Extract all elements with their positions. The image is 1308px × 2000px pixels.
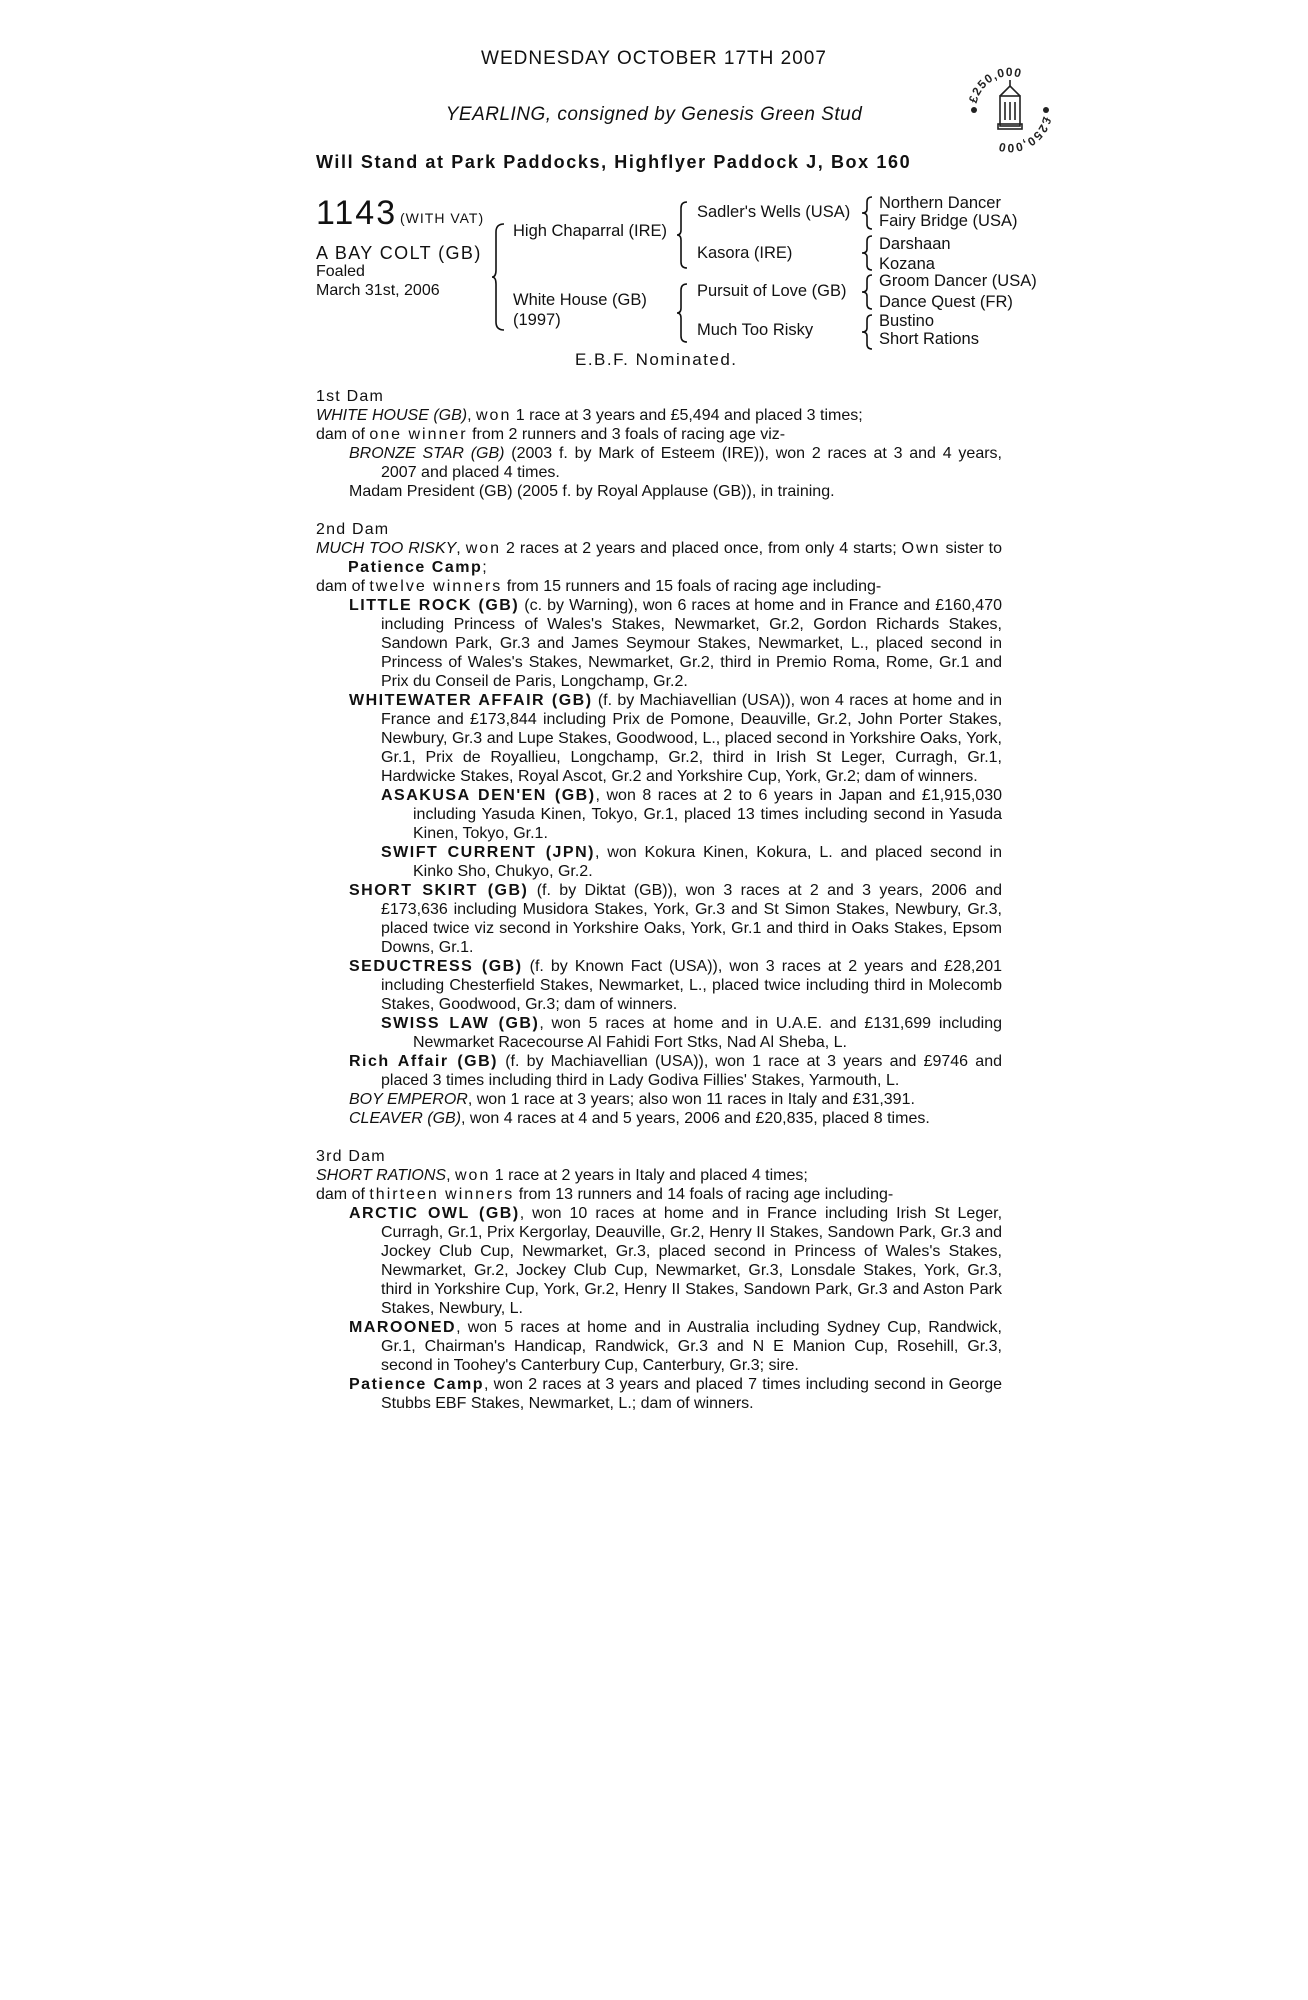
pedigree-brace-dam [677, 282, 689, 344]
pedigree-dam-year: (1997) [513, 311, 561, 329]
pedigree-g3-1: Northern Dancer [879, 194, 1001, 212]
first-dam-name: WHITE HOUSE (GB) [316, 407, 468, 424]
progeny-name: ARCTIC OWL (GB) [349, 1205, 520, 1222]
third-dam-record-text: 1 race at 2 years in Italy and placed 4 times; [490, 1167, 808, 1184]
progeny-text: , won 8 races at 2 to 6 years in Japan and £1,915,030 including Yasuda Kinen, Tokyo, Gr.1, placed 13 times including second in Yasuda Kinen, Tokyo, Gr.1. [413, 787, 1002, 842]
progeny-text: (2003 f. by Mark of Esteem (IRE)), won 2 races at 3 and 4 years, 2007 and placed 4 times. [381, 445, 1002, 481]
price-stamp-icon [966, 66, 1054, 154]
second-dam-produce-winners: twelve winners [369, 578, 503, 595]
pedigree-g3-8: Short Rations [879, 330, 979, 348]
first-dam-section [316, 387, 1002, 501]
progeny-entry [316, 1204, 1002, 1318]
progeny-text: , won 1 race at 3 years; also won 11 races in Italy and £31,391. [467, 1091, 915, 1108]
first-dam-title: 1st Dam [316, 388, 384, 405]
progeny-entry [316, 1014, 1002, 1052]
first-dam-produce-a: dam of [316, 426, 370, 443]
first-dam-sep: , [467, 407, 476, 424]
progeny-text: , won 5 races at home and in Australia including Sydney Cup, Randwick, Gr.1, Chairman's Handicap, Randwick, Gr.3 and N E Manion Cup, Rosehill, Gr.3, second in Toohey's Canterbury Cup, Canterbury, Gr.3; sire. [381, 1319, 1002, 1374]
pedigree-g3-6: Dance Quest (FR) [879, 293, 1013, 311]
third-dam-progeny-list [316, 1204, 1002, 1413]
second-dam-progeny-list [316, 596, 1002, 1128]
third-dam-title: 3rd Dam [316, 1148, 386, 1165]
progeny-entry [316, 957, 1002, 1014]
first-dam-progeny-1 [316, 444, 1002, 482]
progeny-text: Madam President (GB) (2005 f. by Royal Applause (GB)), in training. [349, 483, 835, 500]
svg-text:£250,000 [997, 116, 1054, 154]
lot-number: 1143 [316, 194, 398, 232]
pedigree-sire-dam: Kasora (IRE) [697, 244, 793, 262]
progeny-entry [316, 881, 1002, 957]
stamp-text-bottom: £250,000 [996, 115, 1054, 154]
stamp-text-top: £250,000 [966, 66, 1024, 105]
third-dam-record [316, 1166, 1002, 1185]
third-dam-produce-summary [316, 1185, 1002, 1204]
pedigree-dam: White House (GB) [513, 291, 647, 309]
second-dam-title: 2nd Dam [316, 521, 390, 538]
progeny-entry [316, 1052, 1002, 1090]
first-dam-progeny-2 [316, 482, 1002, 501]
third-dam-produce-winners: thirteen winners [369, 1186, 515, 1203]
progeny-entry [316, 786, 1002, 843]
pedigree-g3-3: Darshaan [879, 235, 951, 253]
progeny-name: SWISS LAW (GB) [381, 1015, 540, 1032]
progeny-text: (f. by Machiavellian (USA)), won 1 race at 3 years and £9746 and placed 3 times including third in Lady Godiva Fillies' Stakes, Yarmouth, L. [381, 1053, 1003, 1089]
progeny-name: LITTLE ROCK (GB) [349, 597, 520, 614]
pedigree-brace-g4 [862, 314, 874, 350]
second-dam-won: won [465, 540, 502, 557]
second-dam-end: ; [482, 559, 487, 576]
pedigree-sire: High Chaparral (IRE) [513, 222, 668, 240]
progeny-text: , won 5 races at home and in U.A.E. and £131,699 including Newmarket Racecourse Al Fahidi Fort Stks, Nad Al Sheba, L. [413, 1015, 1003, 1051]
progeny-text: , won 2 races at 3 years and placed 7 times including second in George Stubbs EBF Stakes, Newmarket, L.; dam of winners. [381, 1376, 1002, 1412]
first-dam-won: won [476, 407, 512, 424]
vat-note: (WITH VAT) [400, 210, 485, 226]
progeny-text: (f. by Machiavellian (USA)), won 4 races at home and in France and £173,844 including Prix de Pomone, Deauville, Gr.2, John Porter Stakes, Newbury, Gr.3 and Lupe Stakes, Goodwood, L., placed second in Yorkshire Oaks, York, Gr.1, Prix de Royallieu, Longchamp, Gr.2, third in Irish St Leger, Curragh, Gr.1, Hardwicke Stakes, Royal Ascot, Gr.2 and Yorkshire Cup, York, Gr.2; dam of winners. [381, 692, 1002, 785]
progeny-name: WHITEWATER AFFAIR (GB) [349, 692, 593, 709]
first-dam-produce-c: from 2 runners and 3 foals of racing age viz- [467, 426, 786, 443]
second-dam-record [316, 539, 1002, 577]
pedigree-g3-4: Kozana [879, 255, 935, 273]
progeny-entry [316, 1109, 1002, 1128]
third-dam-name: SHORT RATIONS [316, 1167, 447, 1184]
pedigree-brace-g3 [862, 274, 874, 310]
first-dam-record-text: 1 race at 3 years and £5,494 and placed 3 times; [511, 407, 863, 424]
foaled-label: Foaled [316, 263, 365, 280]
second-dam-sibling: Patience Camp [348, 559, 483, 576]
second-dam-sep: , [456, 540, 466, 557]
pedigree-brace-g2 [862, 235, 874, 271]
progeny-name: MAROONED [349, 1319, 457, 1336]
second-dam-sister-to: sister to [940, 540, 1003, 557]
third-dam-produce-c: from 13 runners and 14 foals of racing age including- [514, 1186, 894, 1203]
second-dam-produce-a: dam of [316, 578, 370, 595]
third-dam-sep: , [446, 1167, 455, 1184]
second-dam-own: Own [901, 540, 941, 557]
progeny-text: (f. by Known Fact (USA)), won 3 races at 2 years and £28,201 including Chesterfield Stakes, Newmarket, L., placed twice including third in Molecomb Stakes, Goodwood, Gr.3; dam of winners. [381, 958, 1003, 1013]
second-dam-record-text: 2 races at 2 years and placed once, from only 4 starts; [501, 540, 902, 557]
progeny-name: ASAKUSA DEN'EN (GB) [381, 787, 596, 804]
catalogue-body [316, 387, 1002, 1432]
progeny-entry [316, 843, 1002, 881]
first-dam-produce-summary [316, 425, 1002, 444]
second-dam-name: MUCH TOO RISKY [316, 540, 457, 557]
progeny-entry [316, 691, 1002, 786]
progeny-name: CLEAVER (GB) [349, 1110, 462, 1127]
progeny-text: (f. by Diktat (GB)), won 3 races at 2 and 3 years, 2006 and £173,636 including Musidora Stakes, York, Gr.3 and St Simon Stakes, Newbury, Gr.3, placed twice viz second in Yorkshire Oaks, York, Gr.1 and third in Oaks Stakes, Epsom Downs, Gr.1. [381, 882, 1002, 956]
stabling-location: Will Stand at Park Paddocks, Highflyer Paddock J, Box 160 [316, 152, 912, 172]
progeny-text: (c. by Warning), won 6 races at home and in France and £160,470 including Princess of Wales's Stakes, Newmarket, Gr.2, Gordon Richards Stakes, Sandown Park, Gr.3 and James Seymour Stakes, Newmarket, L., placed second in Princess of Wales's Stakes, Newmarket, Gr.2, third in Premio Roma, Rome, Gr.1 and Prix du Conseil de Paris, Longchamp, Gr.2. [381, 597, 1002, 690]
progeny-text: , won 10 races at home and in France including Irish St Leger, Curragh, Gr.1, Prix Kergorlay, Deauville, Gr.2, Henry II Stakes, Sandown Park, Gr.3 and Jockey Club Cup, Newmarket, Gr.3, placed second in Princess of Wales's Stakes, Newmarket, Gr.2, Jockey Club Cup, Newmarket, Gr.3, Lonsdale Stakes, York, Gr.3, third in Yorkshire Cup, York, Gr.2, Henry II Stakes, Sandown Park, Gr.3 and Aston Park Stakes, Newbury, L. [381, 1205, 1003, 1317]
ebf-nomination: E.B.F. Nominated. [575, 350, 738, 369]
progeny-name: SHORT SKIRT (GB) [349, 882, 529, 899]
pedigree-sire-sire: Sadler's Wells (USA) [697, 203, 851, 221]
foaled-date: March 31st, 2006 [316, 282, 440, 299]
second-dam-section [316, 520, 1002, 1128]
progeny-name: Rich Affair (GB) [349, 1053, 498, 1070]
progeny-entry [316, 596, 1002, 691]
progeny-entry [316, 1090, 1002, 1109]
lot-description: A BAY COLT (GB) [316, 243, 482, 263]
pedigree-brace-main [492, 222, 506, 332]
progeny-entry [316, 1318, 1002, 1375]
progeny-name: Patience Camp [349, 1376, 484, 1393]
second-dam-produce-summary [316, 577, 1002, 596]
first-dam-record [316, 406, 1002, 425]
third-dam-produce-a: dam of [316, 1186, 370, 1203]
progeny-text: , won Kokura Kinen, Kokura, L. and placed second in Kinko Sho, Chukyo, Gr.2. [413, 844, 1003, 880]
pedigree-g3-5: Groom Dancer (USA) [879, 272, 1037, 290]
consignor-line: YEARLING, consigned by Genesis Green Stud [445, 104, 863, 125]
second-dam-produce-c: from 15 runners and 15 foals of racing age including- [502, 578, 882, 595]
pedigree-g3-2: Fairy Bridge (USA) [879, 212, 1018, 230]
progeny-name: SEDUCTRESS (GB) [349, 958, 523, 975]
third-dam-won: won [454, 1167, 491, 1184]
svg-text:£250,000 [966, 66, 1023, 104]
progeny-name: BOY EMPEROR [349, 1091, 468, 1108]
progeny-entry [316, 1375, 1002, 1413]
third-dam-section [316, 1147, 1002, 1413]
pedigree-dam-sire: Pursuit of Love (GB) [697, 282, 847, 300]
progeny-name: BRONZE STAR (GB) [349, 445, 505, 462]
progeny-name: SWIFT CURRENT (JPN) [381, 844, 595, 861]
pedigree-dam-dam: Much Too Risky [697, 321, 814, 339]
sale-date: WEDNESDAY OCTOBER 17TH 2007 [481, 48, 827, 69]
pedigree-brace-g1 [862, 196, 874, 230]
first-dam-produce-winners: one winner [369, 426, 468, 443]
pedigree-brace-sire [677, 200, 689, 270]
progeny-text: , won 4 races at 4 and 5 years, 2006 and £20,835, placed 8 times. [461, 1110, 930, 1127]
pedigree-g3-7: Bustino [879, 312, 935, 330]
